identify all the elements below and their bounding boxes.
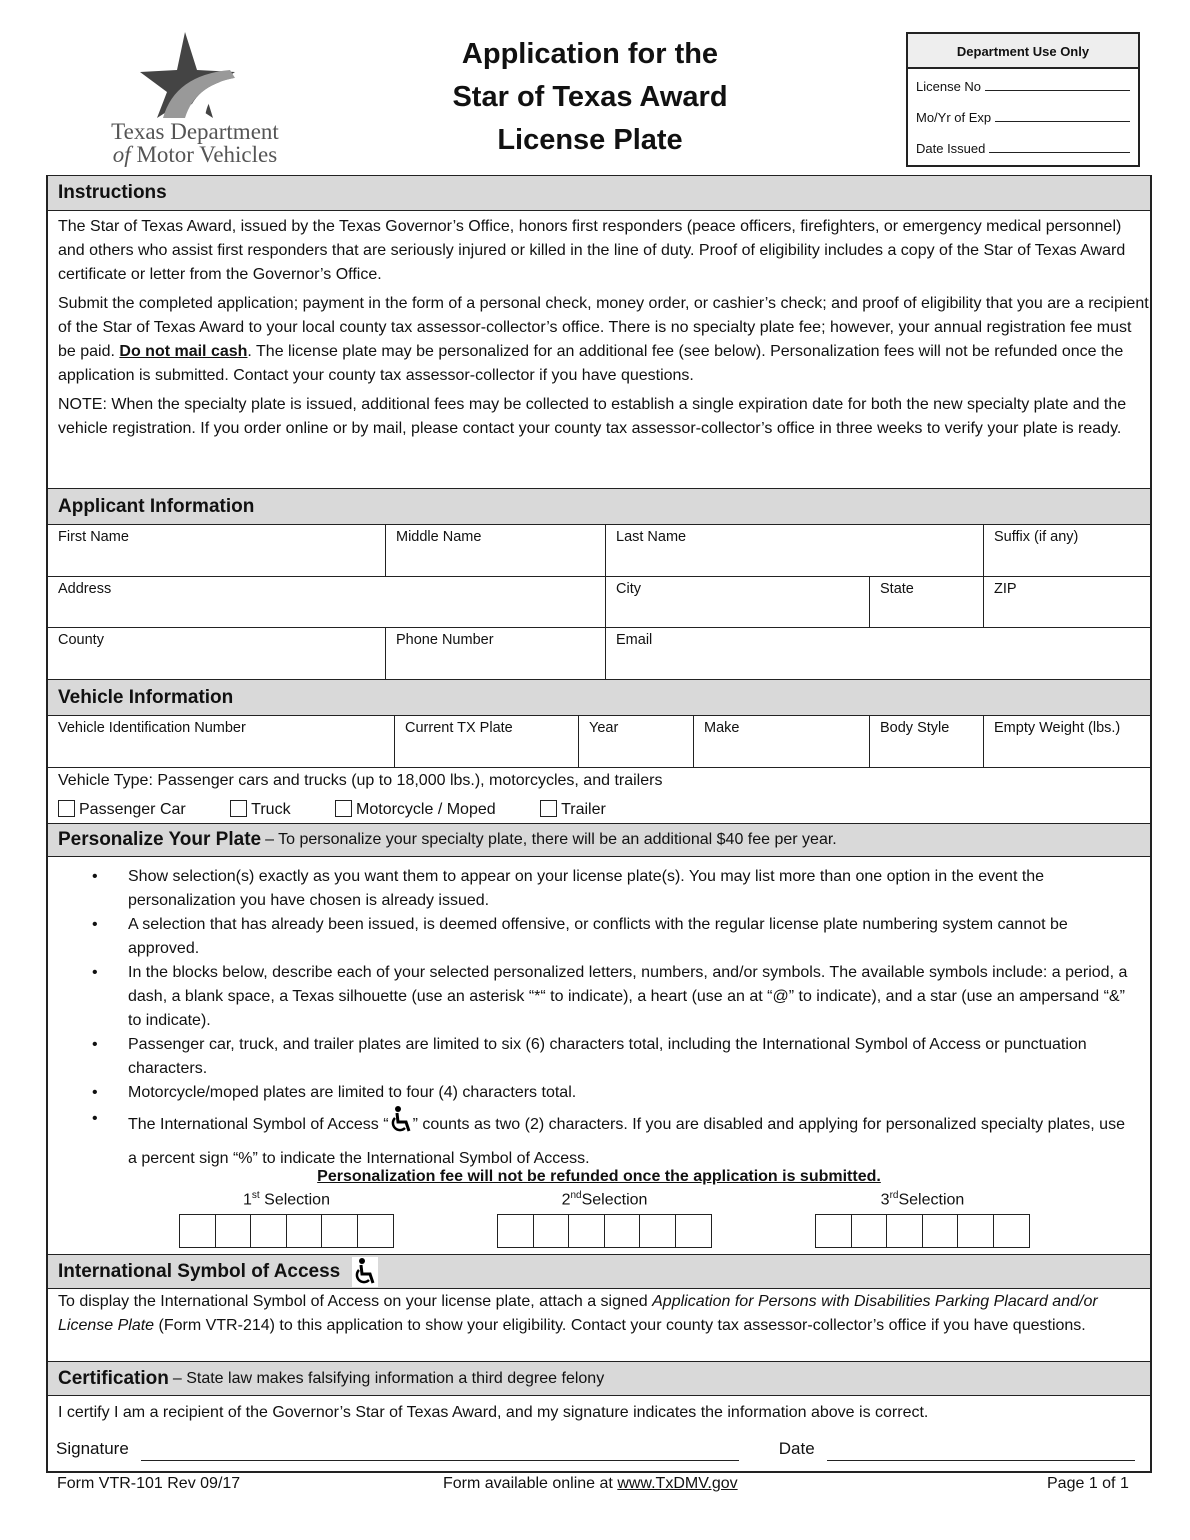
txdmv-logo (85, 30, 295, 170)
section-title: Applicant Information (58, 495, 255, 517)
title-line: Application for the (461, 38, 719, 70)
last-name-field[interactable] (606, 525, 984, 577)
field-label: Address (58, 581, 112, 597)
address-field[interactable] (48, 577, 606, 628)
text: The International Symbol of Access “ (128, 1116, 389, 1134)
text: Submit the completed application; payment in the form of a personal check, money order, or cashier’s check; and proof of eligibility that you are a recipient of the Star of Texas Award to your local county tax assessor-collector’s office. There is no specialty plate fee; however, your annual registration fee must be paid. (58, 295, 1149, 360)
field-label: Middle Name (396, 529, 482, 545)
field-label: Make (704, 720, 740, 736)
certification-text: I certify I am a recipient of the Governor’s Star of Texas Award, and my signature indicates the information above is correct. (58, 1404, 929, 1421)
checkbox-label: Motorcycle / Moped (356, 801, 496, 818)
do-not-mail-cash: Do not mail cash (119, 343, 248, 360)
rule-item: • Passenger car, truck, and trailer plates are limited to six (6) characters total, including the International Symbol of Access or punctuation characters. (48, 1033, 1138, 1081)
suffix-field[interactable] (984, 525, 1150, 577)
section-title: Vehicle Information (58, 686, 234, 708)
date-issued-field[interactable] (908, 131, 1138, 162)
empty-weight-field[interactable] (984, 716, 1150, 768)
title-line: License Plate (497, 124, 683, 156)
field-label: First Name (58, 529, 129, 545)
isa-text: To display the International Symbol of Access on your license plate, attach a signed Application for Persons with Disabilities Parking Placard and/or License Plate (Form VTR-214) to this application to show your eligibility. Contact your county tax assessor-collector’s office if you have questions. (58, 1293, 1098, 1334)
license-no-field[interactable] (908, 69, 1138, 100)
section-title: Instructions (58, 182, 167, 203)
trailer-checkbox[interactable] (540, 801, 606, 818)
instructions-text (58, 215, 1150, 446)
email-field[interactable] (606, 628, 1150, 680)
field-label: County (58, 632, 104, 648)
rule-item: • In the blocks below, describe each of your selected personalized letters, numbers, and/or symbols. The available symbols include: a period, a dash, a blank space, a Texas silhouette (use an asterisk “*“ to indicate), a heart (use an at “@” to indicate), and a star (use an ampersand “&” to indicate). (48, 961, 1138, 1033)
character-boxes[interactable] (497, 1214, 712, 1248)
selection-2 (497, 1190, 712, 1248)
field-label: Vehicle Identification Number (58, 720, 246, 736)
refund-warning (48, 1168, 1150, 1186)
text: . The license plate may be personalized for an additional fee (see below). Personalization fees will not be refunded once the application is submitted. Contact your county tax assessor-collector if you have questions. (58, 343, 1124, 384)
state-field[interactable] (870, 577, 984, 628)
section-title: Certification (58, 1367, 169, 1389)
paragraph: NOTE: When the specialty plate is issued, additional fees may be collected to establish a single expiration date for both the new specialty plate and the vehicle registration. If you order online or by mail, please contact your county tax assessor-collector’s office in three weeks to verify your plate is ready. (58, 396, 1127, 437)
selection-label: 2ndSelection (561, 1190, 648, 1209)
section-title: International Symbol of Access (58, 1260, 341, 1282)
instructions-header (48, 176, 1150, 211)
applicant-header (48, 488, 1150, 525)
txdmv-link[interactable]: www.TxDMV.gov (617, 1475, 738, 1492)
first-name-field[interactable] (48, 525, 386, 577)
page-title (400, 33, 780, 162)
section-subtitle: – To personalize your specialty plate, there will be an additional $40 fee per year. (265, 831, 837, 848)
logo-text-line1: Texas Department (111, 119, 279, 144)
department-use-box (906, 32, 1140, 167)
field-label: State (880, 581, 914, 597)
paragraph: The Star of Texas Award, issued by the Texas Governor’s Office, honors first responders (peace officers, firefighters, or emergency medical personnel) and others who assist first responders that are seriously injured or killed in the line of duty. Proof of eligibility includes a copy of the Star of Texas Award certificate or letter from the Governor’s Office. (58, 218, 1126, 283)
checkbox-label: Trailer (561, 801, 606, 818)
field-label: Suffix (if any) (994, 529, 1079, 545)
motorcycle-checkbox[interactable] (335, 801, 496, 818)
section-subtitle: – State law makes falsifying information a third degree felony (172, 1369, 605, 1387)
text: ” counts as two (2) characters. If you are disabled and applying for personalized specialty plates, use a percent sign “%” to indicate the International Symbol of Access. (128, 1116, 1125, 1167)
field-line (995, 100, 1130, 122)
year-field[interactable] (579, 716, 694, 768)
section-title: Personalize Your Plate (58, 829, 262, 850)
phone-field[interactable] (386, 628, 606, 680)
paragraph (58, 292, 1150, 388)
character-boxes[interactable] (815, 1214, 1030, 1248)
wheelchair-icon (389, 1105, 413, 1145)
character-boxes[interactable] (179, 1214, 394, 1248)
vehicle-type-options (58, 798, 1150, 822)
application-form (46, 175, 1152, 1473)
county-field[interactable] (48, 628, 386, 680)
checkbox-label: Truck (251, 801, 291, 818)
dept-title: Department Use Only (908, 34, 1138, 69)
warning-text: Personalization fee will not be refunded once the application is submitted. (317, 1168, 881, 1185)
rule-item: • Motorcycle/moped plates are limited to four (4) characters total. (48, 1081, 1138, 1105)
selection-1 (179, 1190, 394, 1248)
personalize-header (48, 823, 1150, 857)
zip-field[interactable] (984, 577, 1150, 628)
checkbox-label: Passenger Car (79, 801, 186, 818)
field-label: Date Issued (916, 141, 986, 156)
field-label: Phone Number (396, 632, 494, 648)
field-line (989, 131, 1130, 153)
selection-label: 1st Selection (243, 1190, 330, 1209)
logo-text-of: of (112, 142, 131, 167)
body-style-field[interactable] (870, 716, 984, 768)
field-label: Last Name (616, 529, 687, 545)
page-number: Page 1 of 1 (1047, 1475, 1129, 1492)
date-label: Date (778, 1439, 815, 1458)
field-line (985, 69, 1130, 91)
star-logo-icon (85, 30, 295, 120)
rule-item (48, 1105, 1138, 1173)
city-field[interactable] (606, 577, 870, 628)
signature-label: Signature (56, 1439, 129, 1458)
field-label: ZIP (994, 581, 1017, 597)
middle-name-field[interactable] (386, 525, 606, 577)
form-number: Form VTR-101 Rev 09/17 (57, 1475, 241, 1492)
vehicle-type-label: Vehicle Type: Passenger cars and trucks (up to 18,000 lbs.), motorcycles, and trailers (58, 772, 663, 789)
field-label: Current TX Plate (405, 720, 513, 736)
field-label: Year (589, 720, 619, 736)
selection-label: 3rdSelection (880, 1190, 965, 1209)
field-label: Mo/Yr of Exp (916, 110, 992, 125)
footer-online: Form available online at www.TxDMV.gov (443, 1475, 738, 1492)
field-label: City (616, 581, 641, 597)
current-plate-field[interactable] (395, 716, 579, 768)
personalize-rules (48, 865, 1138, 1173)
truck-checkbox[interactable] (230, 801, 290, 818)
passenger-car-checkbox[interactable] (58, 801, 186, 818)
field-label: Body Style (880, 720, 950, 736)
field-label: License No (916, 79, 982, 94)
make-field[interactable] (694, 716, 870, 768)
selection-3 (815, 1190, 1030, 1248)
rule-item: • Show selection(s) exactly as you want them to appear on your license plate(s). You may list more than one option in the event the personalization you have chosen is already issued. (48, 865, 1138, 913)
vehicle-header (48, 679, 1150, 716)
logo-text-line2: Motor Vehicles (136, 142, 278, 167)
vin-field[interactable] (48, 716, 395, 768)
rule-item: • A selection that has already been issued, is deemed offensive, or conflicts with the regular license plate numbering system cannot be approved. (48, 913, 1138, 961)
field-label: Empty Weight (lbs.) (994, 720, 1121, 736)
title-line: Star of Texas Award (452, 81, 728, 113)
exp-field[interactable] (908, 100, 1138, 131)
field-label: Email (616, 632, 653, 648)
